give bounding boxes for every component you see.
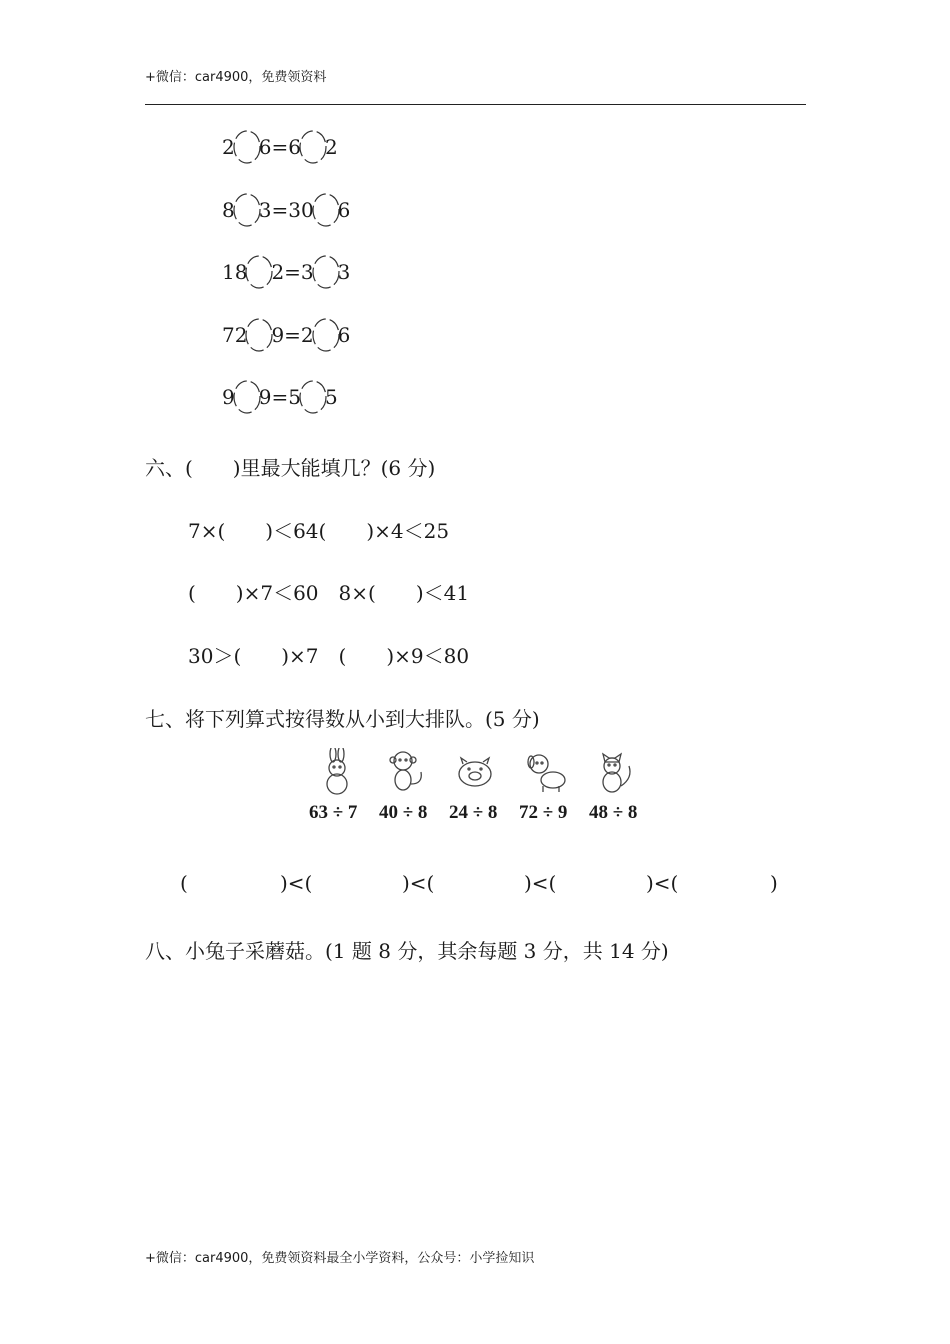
blank-circle[interactable] [244,254,274,290]
fill-row-3: 30＞( )×7 ( )×9＜80 [188,644,470,668]
order-bracket: ) [770,871,778,895]
section-6-title: 六、( )里最大能填几？(6 分) [145,456,436,480]
equation-term: 5 [324,385,338,409]
blank-circle[interactable] [244,317,274,353]
dog-icon [521,748,571,796]
order-bracket: )<( [280,871,313,895]
blank-circle[interactable] [232,379,262,415]
rabbit-icon [313,748,363,796]
page-footer: +微信：car4900，免费领资料最全小学资料，公众号：小学捡知识 [145,1251,535,1266]
expression-label: 72 ÷ 9 [519,802,568,823]
order-bracket: )<( [646,871,679,895]
equation-term: 6 [337,323,351,347]
section-8-title: 八、小兔子采蘑菇。(1 题 8 分，其余每题 3 分，共 14 分) [145,939,669,963]
expression-label: 40 ÷ 8 [379,802,428,823]
monkey-icon [381,748,431,796]
equation-term: 3 [337,260,351,284]
equation-term: 9 [222,385,235,409]
page-header: +微信：car4900，免费领资料 [145,70,327,85]
fill-row-2: ( )×7＜60 8×( )＜41 [188,581,470,605]
section-7-title: 七、将下列算式按得数从小到大排队。(5 分) [145,707,540,731]
equation-term: 18 [222,260,248,284]
order-bracket: )<( [402,871,435,895]
header-divider [145,104,806,105]
ordering-answer-row[interactable] [180,871,780,901]
equation-term: 9=5 [258,385,301,409]
equation-row-5 [222,377,338,417]
equation-row-3 [222,252,350,292]
equation-term: 72 [222,323,248,347]
equation-term: 3=30 [258,198,314,222]
equation-term: 2 [222,135,235,159]
fill-row-1: 7×( )＜64( )×4＜25 [188,519,450,543]
blank-circle[interactable] [311,192,341,228]
blank-circle[interactable] [232,192,262,228]
expression-label: 48 ÷ 8 [589,802,638,823]
equation-row-2 [222,190,350,230]
order-bracket: )<( [524,871,557,895]
animal-expressions [305,748,650,828]
blank-circle[interactable] [311,317,341,353]
blank-circle[interactable] [232,129,262,165]
order-bracket: ( [180,871,188,895]
pig-icon [451,748,501,796]
equation-term: 8 [222,198,235,222]
equation-term: 6=6 [258,135,301,159]
expression-label: 63 ÷ 7 [309,802,358,823]
equation-term: 2=3 [271,260,314,284]
equation-term: 9=2 [271,323,314,347]
equation-term: 6 [337,198,351,222]
blank-circle[interactable] [298,129,328,165]
equation-row-1 [222,127,338,167]
expression-label: 24 ÷ 8 [449,802,498,823]
equation-term: 2 [324,135,338,159]
equation-row-4 [222,315,350,355]
cat-icon [589,748,639,796]
blank-circle[interactable] [311,254,341,290]
blank-circle[interactable] [298,379,328,415]
